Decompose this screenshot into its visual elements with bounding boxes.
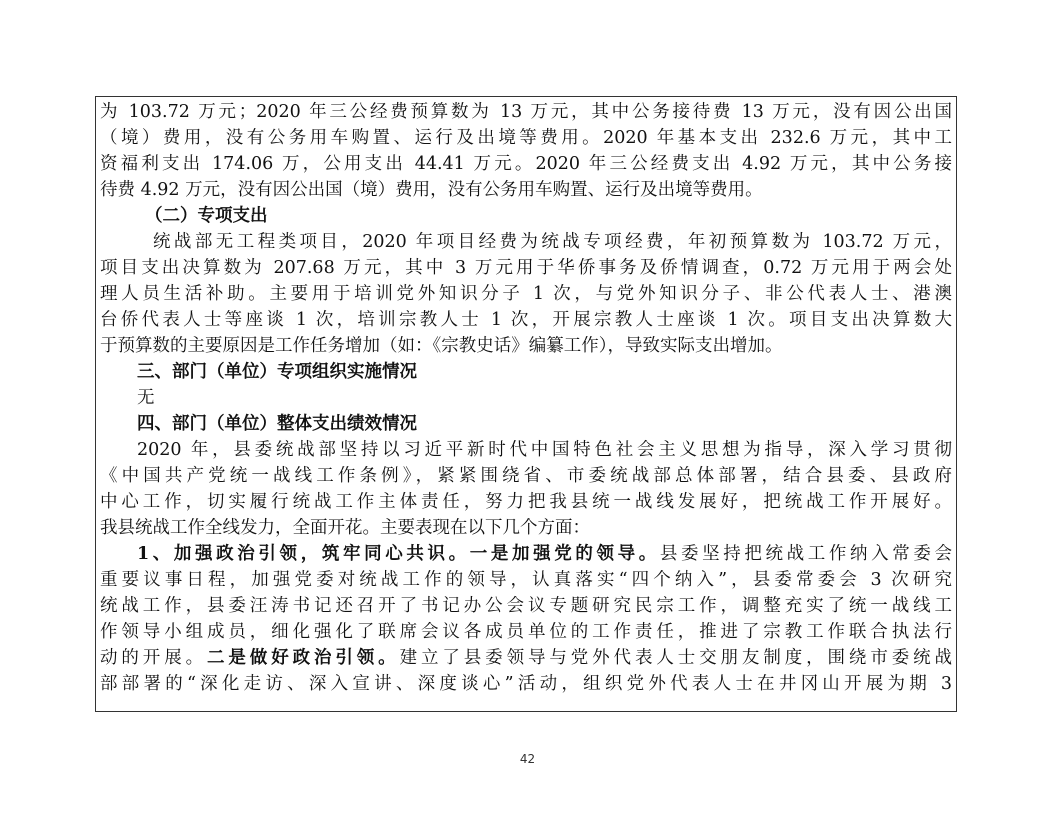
text-line-6: 统战部无工程类项目，2020 年项目经费为统战专项经费，年初预算数为 103.72 万元， bbox=[153, 232, 952, 252]
text-line-1: 为 103.72 万元；2020 年三公经费预算数为 13 万元，其中公务接待费 13 万元，没有因公出国 bbox=[100, 102, 952, 122]
point-one-heading: 一是加强党的领导。 bbox=[469, 544, 660, 564]
section-heading-special-expenditure: （二）专项支出 bbox=[145, 206, 268, 226]
text-line-8: 理人员生活补助。主要用于培训党外知识分子 1 次，与党外知识分子、非公代表人士、港澳 bbox=[100, 284, 952, 304]
text-line-19: 重要议事日程，加强党委对统战工作的领导，认真落实“四个纳入”，县委常委会 3 次研究 bbox=[100, 570, 952, 590]
point-two-heading: 二是做好政治引领。 bbox=[207, 648, 400, 668]
text-line-16: 中心工作，切实履行统战工作主体责任，努力把我县统一战线发展好，把统战工作开展好。 bbox=[100, 492, 952, 512]
text-line-22-rest: 建立了县委领导与党外代表人士交朋友制度，围绕市委统战 bbox=[399, 648, 953, 668]
text-line-10: 于预算数的主要原因是工作任务增加（如：《宗教史话》编纂工作），导致实际支出增加。 bbox=[100, 336, 783, 356]
text-line-22-start: 动的开展。 bbox=[100, 648, 207, 668]
text-line-22 bbox=[100, 645, 952, 671]
section-heading-4: 四、部门（单位）整体支出绩效情况 bbox=[137, 414, 417, 434]
text-line-18-rest: 县委坚持把统战工作纳入常委会 bbox=[659, 544, 952, 564]
text-line-18 bbox=[100, 541, 952, 567]
text-line-7: 项目支出决算数为 207.68 万元，其中 3 万元用于华侨事务及侨情调查，0.72 万元用于两会处 bbox=[100, 258, 952, 278]
text-line-3: 资福利支出 174.06 万，公用支出 44.41 万元。2020 年三公经费支出 4.92 万元，其中公务接 bbox=[100, 154, 952, 174]
text-line-21: 作领导小组成员，细化强化了联席会议各成员单位的工作责任，推进了宗教工作联合执法行 bbox=[100, 622, 952, 642]
text-line-14: 2020 年，县委统战部坚持以习近平新时代中国特色社会主义思想为指导，深入学习贯彻 bbox=[137, 440, 952, 460]
text-line-2: （境）费用，没有公务用车购置、运行及出境等费用。2020 年基本支出 232.6 万元，其中工 bbox=[100, 128, 952, 148]
subheading-political-guidance: 1、加强政治引领，筑牢同心共识。 bbox=[137, 544, 470, 564]
text-line-4: 待费 4.92 万元，没有因公出国（境）费用，没有公务用车购置、运行及出境等费用。 bbox=[100, 180, 763, 200]
text-line-17: 我县统战工作全线发力，全面开花。主要表现在以下几个方面： bbox=[100, 518, 590, 538]
text-line-20: 统战工作，县委汪涛书记还召开了书记办公会议专题研究民宗工作，调整充实了统一战线工 bbox=[100, 596, 952, 616]
text-line-23: 部部署的“深化走访、深入宣讲、深度谈心”活动，组织党外代表人士在井冈山开展为期 3 bbox=[100, 674, 952, 694]
text-line-9: 台侨代表人士等座谈 1 次，培训宗教人士 1 次，开展宗教人士座谈 1 次。项目支出决算数大 bbox=[100, 310, 952, 330]
section-heading-3: 三、部门（单位）专项组织实施情况 bbox=[137, 362, 417, 382]
document-table-cell bbox=[95, 96, 957, 712]
text-none: 无 bbox=[137, 388, 155, 408]
text-line-15: 《中国共产党统一战线工作条例》，紧紧围绕省、市委统战部总体部署，结合县委、县政府 bbox=[100, 466, 952, 486]
page-number: 42 bbox=[519, 752, 536, 766]
